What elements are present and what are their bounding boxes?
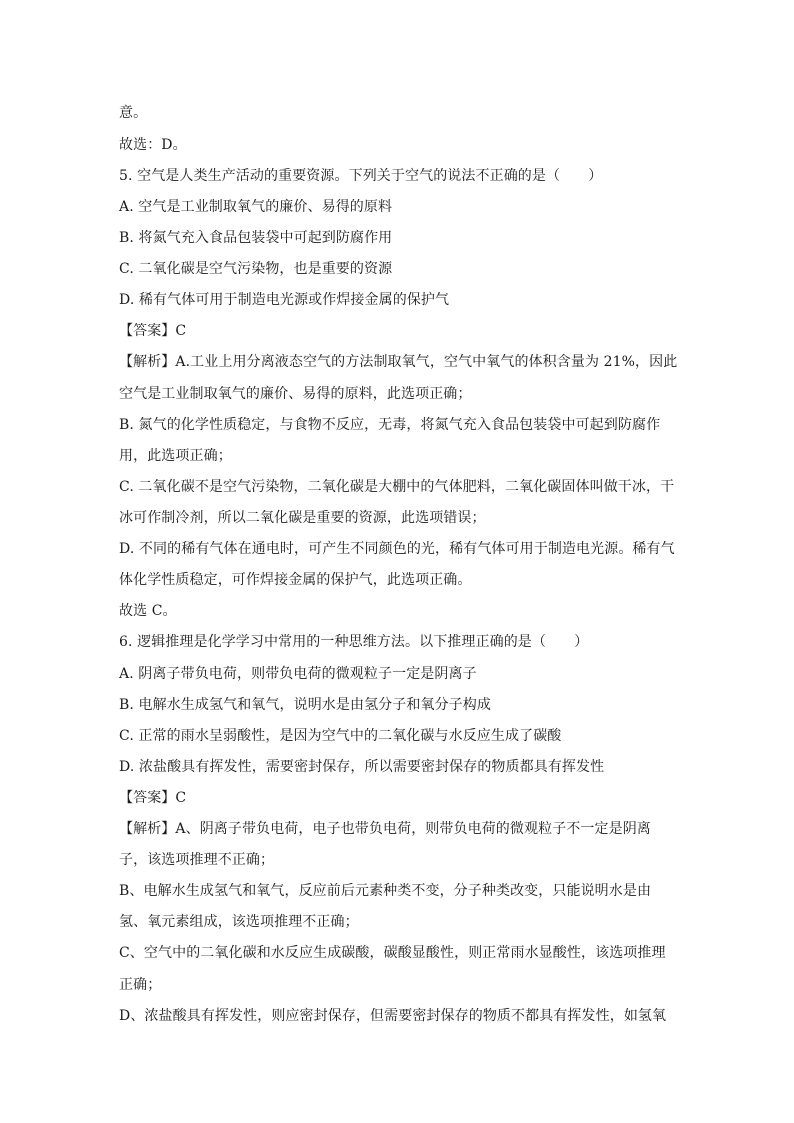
question-5-analysis-line-7: D. 不同的稀有气体在通电时，可产生不同颜色的光，稀有气体可用于制造电光源。稀有气 [119, 541, 675, 557]
question-6-option-c: C. 正常的雨水呈弱酸性，是因为空气中的二氧化碳与水反应生成了碳酸 [119, 728, 562, 744]
question-5-analysis-line-6: 冰可作制冷剂，所以二氧化碳是重要的资源，此选项错误； [119, 510, 486, 526]
question-5-answer: 【答案】C [119, 323, 187, 339]
question-6-analysis-line-7: D、浓盐酸具有挥发性，则应密封保存，但需要密封保存的物质不都具有挥发性，如氢氧 [119, 1008, 667, 1024]
question-5-stem: 5. 空气是人类生产活动的重要资源。下列关于空气的说法不正确的是（ ） [119, 168, 603, 184]
question-5-option-b: B. 将氮气充入食品包装袋中可起到防腐作用 [119, 230, 393, 246]
question-6-analysis-line-2: 子，该选项推理不正确； [119, 852, 275, 868]
question-6-option-d: D. 浓盐酸具有挥发性，需要密封保存，所以需要密封保存的物质都具有挥发性 [119, 759, 605, 775]
question-6-analysis-line-1: 【解析】A、阴离子带负电荷，电子也带负电荷，则带负电荷的微观粒子不一定是阴离 [119, 821, 651, 837]
text-line-2: 故选：D。 [119, 137, 187, 153]
question-5-analysis-line-3: B. 氮气的化学性质稳定，与食物不反应，无毒，将氮气充入食品包装袋中可起到防腐作 [119, 417, 661, 433]
question-6-answer: 【答案】C [119, 790, 187, 806]
text-line-1: 意。 [119, 105, 148, 121]
question-5-analysis-line-2: 空气是工业制取氧气的廉价、易得的原料，此选项正确； [119, 386, 472, 402]
question-6-analysis-line-6: 正确； [119, 977, 162, 993]
question-6-option-b: B. 电解水生成氢气和氧气，说明水是由氢分子和氧分子构成 [119, 697, 491, 713]
question-6-analysis-line-5: C、空气中的二氧化碳和水反应生成碳酸，碳酸显酸性，则正常雨水显酸性，该选项推理 [119, 945, 666, 961]
question-5-conclusion: 故选 C。 [119, 603, 177, 619]
question-5-option-d: D. 稀有气体可用于制造电光源或作焊接金属的保护气 [119, 292, 450, 308]
question-5-analysis-line-4: 用，此选项正确； [119, 448, 232, 464]
question-6-option-a: A. 阴离子带负电荷，则带负电荷的微观粒子一定是阴离子 [119, 666, 477, 682]
question-6-analysis-line-3: B、电解水生成氢气和氧气，反应前后元素种类不变，分子种类改变，只能说明水是由 [119, 883, 652, 899]
question-6-stem: 6. 逻辑推理是化学学习中常用的一种思维方法。以下推理正确的是（ ） [119, 634, 589, 650]
question-5-analysis-line-8: 体化学性质稳定，可作焊接金属的保护气，此选项正确。 [119, 572, 472, 588]
question-6-analysis-line-4: 氢、氧元素组成，该选项推理不正确； [119, 914, 359, 930]
question-5-analysis-line-1: 【解析】A.工业上用分离液态空气的方法制取氧气，空气中氧气的体积含量为 21%，因此 [119, 354, 678, 370]
question-5-option-c: C. 二氧化碳是空气污染物，也是重要的资源 [119, 261, 393, 277]
question-5-analysis-line-5: C. 二氧化碳不是空气污染物，二氧化碳是大棚中的气体肥料，二氧化碳固体叫做干冰，干 [119, 479, 675, 495]
question-5-option-a: A. 空气是工业制取氧气的廉价、易得的原料 [119, 199, 393, 215]
